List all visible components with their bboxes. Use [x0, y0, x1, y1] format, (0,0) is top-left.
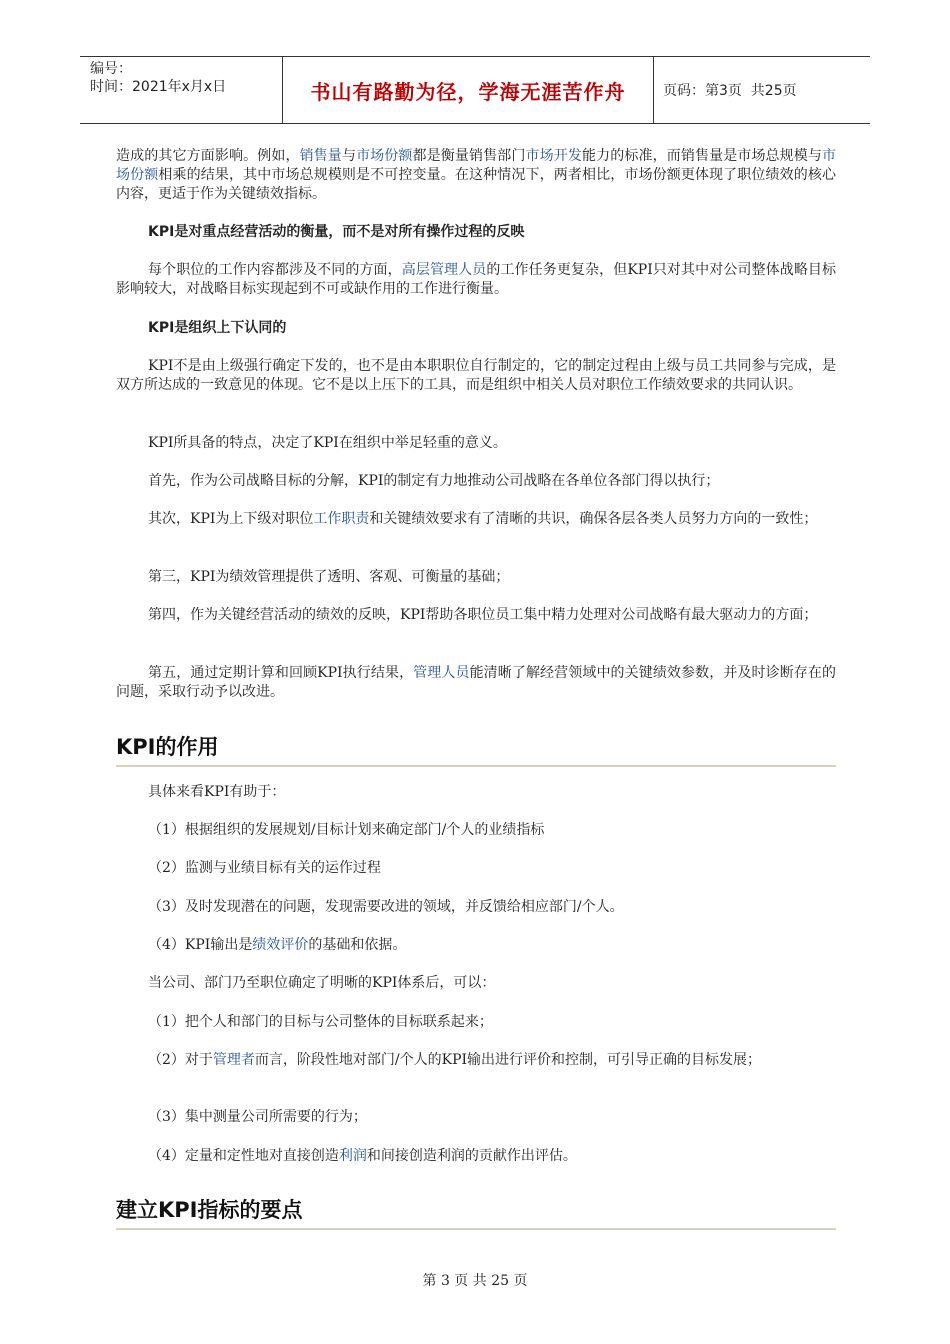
text: （4）KPI输出是 — [148, 937, 253, 953]
link-market-development[interactable]: 市场开发 — [525, 148, 582, 164]
role-item-2: （2）监测与业绩目标有关的运作过程 — [148, 860, 381, 876]
after-item-4 — [148, 1147, 848, 1166]
document-header — [80, 56, 870, 124]
role-item-4 — [148, 936, 848, 955]
text: 能清晰了解经营领域中的关键绩效参数，并及时诊断存在的问题，采取行动予以改进。 — [116, 665, 836, 700]
text: 造成的其它方面影响。例如， — [116, 148, 300, 164]
header-page-label: 页码：第3页 共25页 — [663, 83, 797, 99]
paragraph-4: KPI所具备的特点，决定了KPI在组织中举足轻重的意义。 — [148, 435, 507, 451]
paragraph-8: 第四，作为关键经营活动的绩效的反映，KPI帮助各职位员工集中精力处理对公司战略有最大驱动力的方面； — [148, 607, 818, 623]
text: 和间接创造利润的贡献作出评估。 — [366, 1148, 577, 1164]
paragraph-2 — [116, 261, 836, 299]
text: （2）对于 — [148, 1052, 213, 1068]
section-heading-kpi-points: 建立KPI指标的要点 — [116, 1194, 836, 1230]
after-intro: 当公司、部门乃至职位确定了明晰的KPI体系后，可以： — [148, 975, 496, 991]
link-performance-evaluation[interactable]: 绩效评价 — [252, 937, 309, 953]
section-heading-kpi-role: KPI的作用 — [116, 731, 836, 767]
header-meta — [80, 57, 283, 123]
text: 能力的标准，而销售量是市场总规模与 — [582, 148, 823, 164]
header-page-info — [653, 57, 870, 123]
paragraph-6 — [116, 510, 836, 529]
text: 每个职位的工作内容都涉及不同的方面， — [148, 262, 402, 278]
header-motto: 书山有路勤为径，学海无涯苦作舟 — [283, 57, 654, 123]
role-item-3: （3）及时发现潜在的问题，发现需要改进的领域，并反馈给相应部门/个人。 — [148, 899, 624, 915]
link-managers[interactable]: 管理人员 — [413, 665, 470, 681]
link-profit[interactable]: 利润 — [338, 1148, 367, 1164]
paragraph-3: KPI不是由上级强行确定下发的，也不是由本职职位自行制定的，它的制定过程由上级与员工共同参与完成，是双方所达成的一致意见的体现。它不是以上压下的工具，而是组织中相关人员对职位工作绩效要求的共同认识。 — [116, 358, 836, 393]
after-item-2 — [148, 1051, 848, 1070]
text: 相乘的结果，其中市场总规模则是不可控变量。在这种情况下，两者相比，市场份额更体现了职位绩效的核心内容，更适于作为关键绩效指标。 — [116, 167, 837, 202]
link-market-share[interactable]: 市场份额 — [356, 148, 413, 164]
after-item-3: （3）集中测量公司所需要的行为； — [148, 1109, 367, 1125]
paragraph-7: 第三，KPI为绩效管理提供了透明、客观、可衡量的基础； — [148, 569, 510, 585]
header-number: 编号： — [90, 61, 132, 77]
text: 的工作任务更复杂，但KPI只对其中对公司整体战略目标影响较大，对战略目标实现起到不可或缺作用的工作进行衡量。 — [116, 262, 837, 297]
text: 与 — [341, 148, 357, 164]
link-market-share[interactable]: 市场份额 — [116, 148, 837, 183]
text: 其次，KPI为上下级对职位 — [148, 511, 314, 527]
role-intro: 具体来看KPI有助于： — [148, 784, 286, 800]
link-manager[interactable]: 管理者 — [212, 1052, 255, 1068]
text: （4）定量和定性地对直接创造 — [148, 1148, 339, 1164]
after-item-1: （1）把个人和部门的目标与公司整体的目标联系起来； — [148, 1014, 493, 1030]
text: 的基础和依据。 — [308, 937, 407, 953]
page-footer: 第 3 页 共 25 页 — [422, 1273, 528, 1289]
link-job-duties[interactable]: 工作职责 — [313, 511, 370, 527]
paragraph-5: 首先，作为公司战略目标的分解，KPI的制定有力地推动公司战略在各单位各部门得以执行； — [148, 473, 720, 489]
link-senior-management[interactable]: 高层管理人员 — [401, 262, 487, 278]
subheading-kpi-agreed: KPI是组织上下认同的 — [148, 320, 287, 336]
subheading-kpi-focus: KPI是对重点经营活动的衡量，而不是对所有操作过程的反映 — [148, 224, 525, 240]
text: 第五，通过定期计算和回顾KPI执行结果， — [148, 665, 414, 681]
paragraph-9 — [116, 664, 836, 702]
paragraph-1 — [116, 147, 836, 204]
role-item-1: （1）根据组织的发展规划/目标计划来确定部门/个人的业绩指标 — [148, 822, 545, 838]
text: 和关键绩效要求有了清晰的共识，确保各层各类人员努力方向的一致性； — [369, 511, 818, 527]
header-time: 时间：2021年x月x日 — [90, 79, 227, 95]
text: 而言，阶段性地对部门/个人的KPI输出进行评价和控制，可引导正确的目标发展； — [254, 1052, 762, 1068]
link-sales-volume[interactable]: 销售量 — [299, 148, 342, 164]
text: 都是衡量销售部门 — [412, 148, 526, 164]
